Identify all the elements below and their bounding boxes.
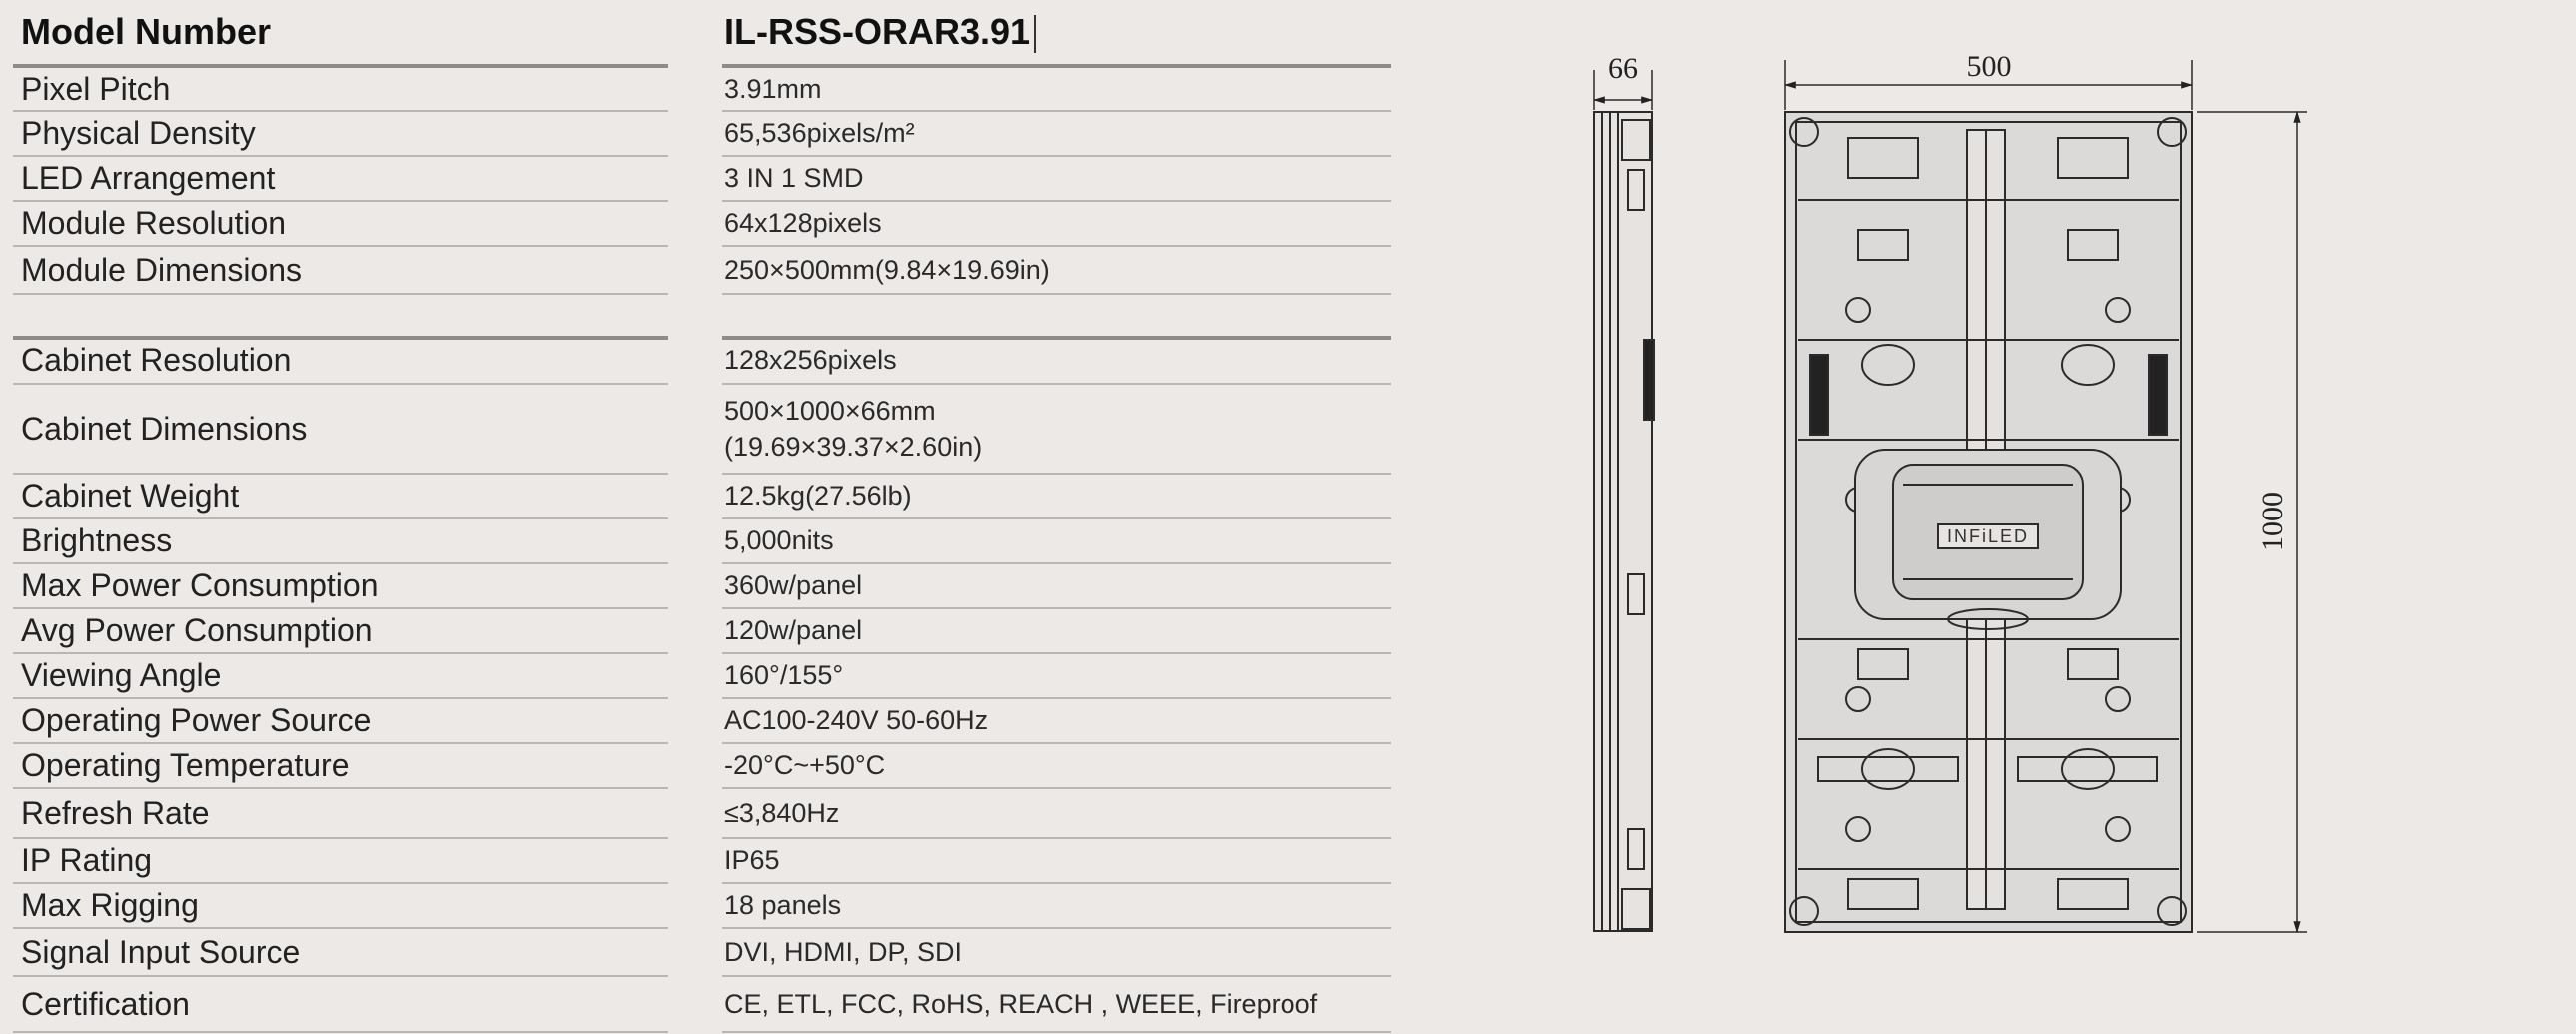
- spec-row: [0, 564, 1398, 609]
- section-divider: [722, 336, 1391, 340]
- spec-row: [0, 789, 1398, 839]
- spec-value-line: AC100-240V 50-60Hz: [724, 705, 989, 736]
- spec-value: [722, 884, 1391, 929]
- spec-row: [0, 519, 1398, 564]
- spec-value-line: CE, ETL, FCC, RoHS, REACH , WEEE, Fireproof: [724, 988, 1318, 1019]
- spec-value-line: 3.91mm: [724, 73, 822, 104]
- spec-label: IP Rating: [13, 839, 668, 884]
- spec-row: [0, 202, 1398, 247]
- spec-value-line: 18 panels: [724, 890, 842, 921]
- spec-value-line: 64x128pixels: [724, 208, 882, 239]
- spec-label: Max Rigging: [13, 884, 668, 929]
- spec-row: [0, 247, 1398, 295]
- spec-row: [0, 977, 1398, 1033]
- spec-label: Module Resolution: [13, 202, 668, 247]
- spec-row: [0, 699, 1398, 744]
- spec-value-line: 120w/panel: [724, 615, 863, 646]
- spec-label: Signal Input Source: [13, 929, 668, 977]
- spec-row: [0, 385, 1398, 475]
- spec-value: [722, 744, 1391, 789]
- spec-value: [722, 338, 1391, 385]
- spec-row-model-number: [0, 0, 1398, 68]
- dimension-depth-label: 66: [1608, 52, 1638, 85]
- spec-value-line: 500×1000×66mm: [724, 395, 936, 426]
- spec-label: Avg Power Consumption: [13, 609, 668, 654]
- spec-row: [0, 929, 1398, 977]
- spec-value: [722, 247, 1391, 295]
- spec-label: Cabinet Resolution: [13, 338, 668, 385]
- cabinet-drawing: [1558, 40, 2317, 979]
- dimension-width-label: 500: [1966, 50, 2012, 83]
- spec-value: [722, 929, 1391, 977]
- spec-value-line: 12.5kg(27.56lb): [724, 481, 912, 512]
- spec-value: [722, 157, 1391, 202]
- spec-value-line: 160°/155°: [724, 660, 844, 691]
- spec-value: [722, 519, 1391, 564]
- spec-label: Module Dimensions: [13, 247, 668, 295]
- dimension-height-label: 1000: [2256, 492, 2289, 551]
- spec-value: [722, 654, 1391, 699]
- spec-row: [0, 68, 1398, 112]
- spec-row: [0, 744, 1398, 789]
- side-view: [1594, 70, 1654, 931]
- spec-row: [0, 839, 1398, 884]
- spec-label: Certification: [13, 977, 668, 1033]
- spec-value-line: -20°C~+50°C: [724, 750, 886, 781]
- spec-label: Model Number: [13, 0, 668, 68]
- spec-row: [0, 157, 1398, 202]
- spec-label: Operating Temperature: [13, 744, 668, 789]
- spec-value: [722, 112, 1391, 157]
- spec-row: [0, 609, 1398, 654]
- spec-label: Pixel Pitch: [13, 68, 668, 112]
- spec-row: [0, 112, 1398, 157]
- spec-label: Cabinet Weight: [13, 475, 668, 519]
- spec-label: Viewing Angle: [13, 654, 668, 699]
- spec-row: [0, 338, 1398, 385]
- brand-logo: INFiLED: [1946, 526, 2030, 546]
- spec-value-line: IP65: [724, 845, 780, 876]
- spec-value-line: DVI, HDMI, DP, SDI: [724, 936, 963, 967]
- spec-value: [722, 609, 1391, 654]
- spec-label: Refresh Rate: [13, 789, 668, 839]
- section-divider: [13, 336, 668, 340]
- spec-value: [722, 68, 1391, 112]
- spec-value: [722, 699, 1391, 744]
- spec-value: [722, 475, 1391, 519]
- spec-row: [0, 654, 1398, 699]
- spec-label: Brightness: [13, 519, 668, 564]
- spec-row: [0, 884, 1398, 929]
- front-view: [1785, 60, 2307, 932]
- spec-value-line: 250×500mm(9.84×19.69in): [724, 254, 1050, 285]
- spec-label: Physical Density: [13, 112, 668, 157]
- spec-value-line: 128x256pixels: [724, 345, 897, 376]
- spec-value-line: 5,000nits: [724, 525, 834, 556]
- spec-value: [722, 0, 1391, 68]
- text-cursor: [1034, 15, 1036, 53]
- spec-value: [722, 202, 1391, 247]
- spec-value: [722, 977, 1391, 1033]
- spec-value-line: (19.69×39.37×2.60in): [724, 432, 983, 462]
- spec-value-line: 3 IN 1 SMD: [724, 163, 864, 194]
- spec-value: [722, 839, 1391, 884]
- spec-row: [0, 475, 1398, 519]
- model-number-value: IL-RSS-ORAR3.91: [724, 10, 1031, 52]
- spec-label: Operating Power Source: [13, 699, 668, 744]
- spec-value-line: ≤3,840Hz: [724, 797, 840, 828]
- spec-value-line: 65,536pixels/m²: [724, 118, 915, 149]
- spec-value: [722, 789, 1391, 839]
- spec-value: [722, 385, 1391, 475]
- spec-value: [722, 564, 1391, 609]
- spec-label: Max Power Consumption: [13, 564, 668, 609]
- spec-label: Cabinet Dimensions: [13, 385, 668, 475]
- spec-label: LED Arrangement: [13, 157, 668, 202]
- spec-value-line: 360w/panel: [724, 570, 863, 601]
